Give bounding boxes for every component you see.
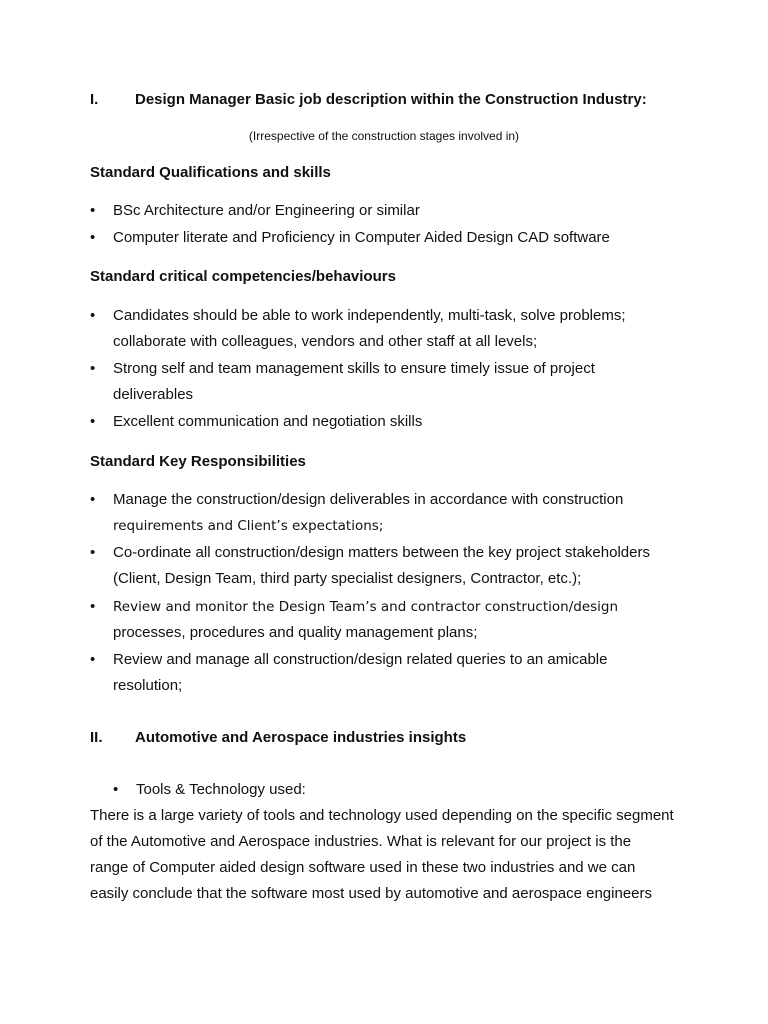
section-2-number: II. (90, 729, 103, 746)
responsibility-line: Review and manage all construction/design related queries to an amicable (113, 651, 608, 668)
competency-line: deliverables (113, 386, 194, 403)
paragraph-line: of the Automotive and Aerospace industries. What is relevant for our project is the (90, 833, 632, 850)
section-1-subtitle: (Irrespective of the construction stages involved in) (248, 129, 520, 143)
bullet-icon: • (90, 202, 96, 219)
responsibility-line: resolution; (113, 677, 183, 694)
bullet-icon: • (90, 544, 96, 561)
section-1-title: Design Manager Basic job description within the Construction Industry: (135, 91, 647, 108)
responsibility-line: (Client, Design Team, third party specialist designers, Contractor, etc.); (113, 570, 582, 587)
responsibility-line: Review and monitor the Design Team’s and contractor construction/design (113, 599, 619, 615)
section-2-title: Automotive and Aerospace industries insights (135, 729, 467, 746)
competency-line: collaborate with colleagues, vendors and other staff at all levels; (113, 333, 538, 350)
responsibility-line: Co-ordinate all construction/design matters between the key project stakeholders (113, 544, 650, 561)
qualifications-heading: Standard Qualifications and skills (90, 164, 331, 181)
qualification-line: Computer literate and Proficiency in Computer Aided Design CAD software (113, 229, 610, 246)
bullet-icon: • (90, 360, 96, 377)
responsibility-line: requirements and Client’s expectations; (113, 518, 384, 534)
bullet-icon: • (113, 781, 119, 798)
bullet-icon: • (90, 229, 96, 246)
responsibility-line: Manage the construction/design deliverables in accordance with construction (113, 491, 624, 508)
competency-line: Strong self and team management skills to ensure timely issue of project (113, 360, 595, 377)
section-2-paragraph (90, 803, 690, 907)
bullet-icon: • (90, 651, 96, 668)
competency-line: Excellent communication and negotiation skills (113, 413, 423, 430)
responsibility-line: processes, procedures and quality management plans; (113, 624, 478, 641)
competencies-heading: Standard critical competencies/behaviours (90, 268, 396, 285)
bullet-icon: • (90, 491, 96, 508)
competency-line: Candidates should be able to work independently, multi-task, solve problems; (113, 307, 626, 324)
bullet-icon: • (90, 307, 96, 324)
tools-bullet-text: Tools & Technology used: (136, 781, 306, 798)
responsibilities-heading: Standard Key Responsibilities (90, 453, 306, 470)
section-1-number: I. (90, 91, 99, 108)
paragraph-line: There is a large variety of tools and technology used depending on the specific segment (90, 807, 674, 824)
bullet-icon: • (90, 413, 96, 430)
paragraph-line: range of Computer aided design software used in these two industries and we can (90, 859, 636, 876)
paragraph-line: easily conclude that the software most used by automotive and aerospace engineers (90, 885, 653, 902)
qualification-line: BSc Architecture and/or Engineering or similar (113, 202, 420, 219)
bullet-icon: • (90, 598, 96, 615)
